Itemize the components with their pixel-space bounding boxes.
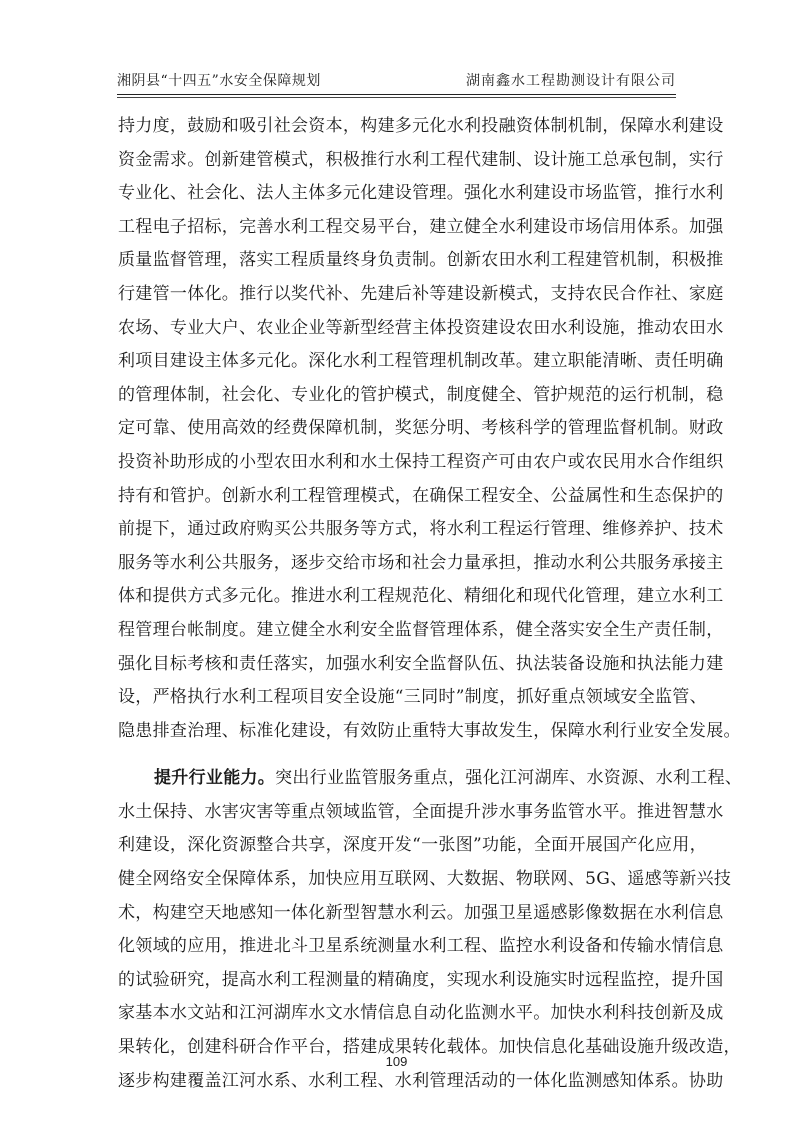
paragraph-heading: 提升行业能力。 (154, 768, 276, 789)
text-line: 健全网络安全保障体系，加快应用互联网、大数据、物联网、5G、遥感等新兴技 (118, 869, 732, 890)
paragraph-management-reform (118, 110, 741, 748)
paragraph-industry-capability (118, 762, 743, 1098)
text-line: 农场、专业大户、农业企业等新型经营主体投资建设农田水利设施，推动农田水 (118, 317, 724, 338)
text-line: 的试验研究，提高水利工程测量的精确度，实现水利设施实时远程监控，提升国 (118, 969, 724, 990)
text-line: 行建管一体化。推行以奖代补、先建后补等建设新模式，支持农民合作社、家庭 (118, 283, 724, 304)
text-line: 果转化，创建科研合作平台，搭建成果转化载体。加快信息化基础设施升级改造， (118, 1037, 741, 1058)
text-line: 体和提供方式多元化。推进水利工程规范化、精细化和现代化管理，建立水利工 (118, 586, 724, 607)
page-body (118, 110, 743, 1098)
header-divider (117, 97, 676, 98)
text-line (118, 762, 743, 796)
text-line: 家基本水文站和江河湖库水文水情信息自动化监测水平。加快水利科技创新及成 (118, 1003, 724, 1024)
header-company-name: 湖南鑫水工程勘测设计有限公司 (466, 73, 676, 89)
page-number: 109 (385, 1054, 408, 1069)
text-line: 专业化、社会化、法人主体多元化建设管理。强化水利建设市场监管，推行水利 (118, 183, 724, 204)
text-line: 的管理体制，社会化、专业化的管护模式，制度健全、管护规范的运行机制，稳 (118, 384, 724, 405)
text-line: 资金需求。创新建管模式，积极推行水利工程代建制、设计施工总承包制，实行 (118, 149, 724, 170)
header-document-title: 湘阴县“十四五”水安全保障规划 (117, 73, 321, 89)
heading-line-text: 突出行业监管服务重点，强化江河湖库、水资源、水利工程、 (275, 768, 743, 789)
text-line: 利建设，深化资源整合共享，深度开发“一张图”功能，全面开展国产化应用， (118, 835, 707, 856)
text-line: 利项目建设主体多元化。深化水利工程管理机制改革。建立职能清晰、责任明确 (118, 351, 724, 372)
text-line: 强化目标考核和责任落实，加强水利安全监督队伍、执法装备设施和执法能力建 (118, 653, 724, 674)
text-line: 投资补助形成的小型农田水利和水土保持工程资产可由农户或农民用水合作组织 (118, 451, 724, 472)
text-line: 服务等水利公共服务，逐步交给市场和社会力量承担，推动水利公共服务承接主 (118, 552, 724, 573)
text-line: 前提下，通过政府购买公共服务等方式，将水利工程运行管理、维修养护、技术 (118, 519, 724, 540)
text-line: 术，构建空天地感知一体化新型智慧水利云。加强卫星遥感影像数据在水利信息 (118, 902, 724, 923)
text-line: 化领域的应用，推进北斗卫星系统测量水利工程、监控水利设备和传输水情信息 (118, 936, 724, 957)
text-line: 水土保持、水害灾害等重点领域监管，全面提升涉水事务监管水平。推进智慧水 (118, 801, 724, 822)
text-line: 设，严格执行水利工程项目安全设施“三同时”制度，抓好重点领域安全监管、 (118, 687, 707, 708)
text-line: 持力度，鼓励和吸引社会资本，构建多元化水利投融资体制机制，保障水利建设 (118, 116, 724, 136)
text-line: 逐步构建覆盖江河水系、水利工程、水利管理活动的一体化监测感知体系。协助 (118, 1070, 724, 1091)
text-line: 质量监督管理，落实工程质量终身负责制。创新农田水利工程建管机制，积极推 (118, 250, 724, 271)
paragraph-gap (118, 748, 679, 762)
page-header (117, 70, 676, 95)
text-line: 程管理台帐制度。建立健全水利安全监督管理体系，健全落实安全生产责任制， (118, 619, 724, 640)
text-line: 隐患排查治理、标准化建设，有效防止重特大事故发生，保障水利行业安全发展。 (118, 720, 741, 741)
text-line: 持有和管护。创新水利工程管理模式，在确保工程安全、公益属性和生态保护的 (118, 485, 724, 506)
text-line: 工程电子招标，完善水利工程交易平台，建立健全水利建设市场信用体系。加强 (118, 216, 724, 237)
text-line: 定可靠、使用高效的经费保障机制，奖惩分明、考核科学的管理监督机制。财政 (118, 418, 724, 439)
